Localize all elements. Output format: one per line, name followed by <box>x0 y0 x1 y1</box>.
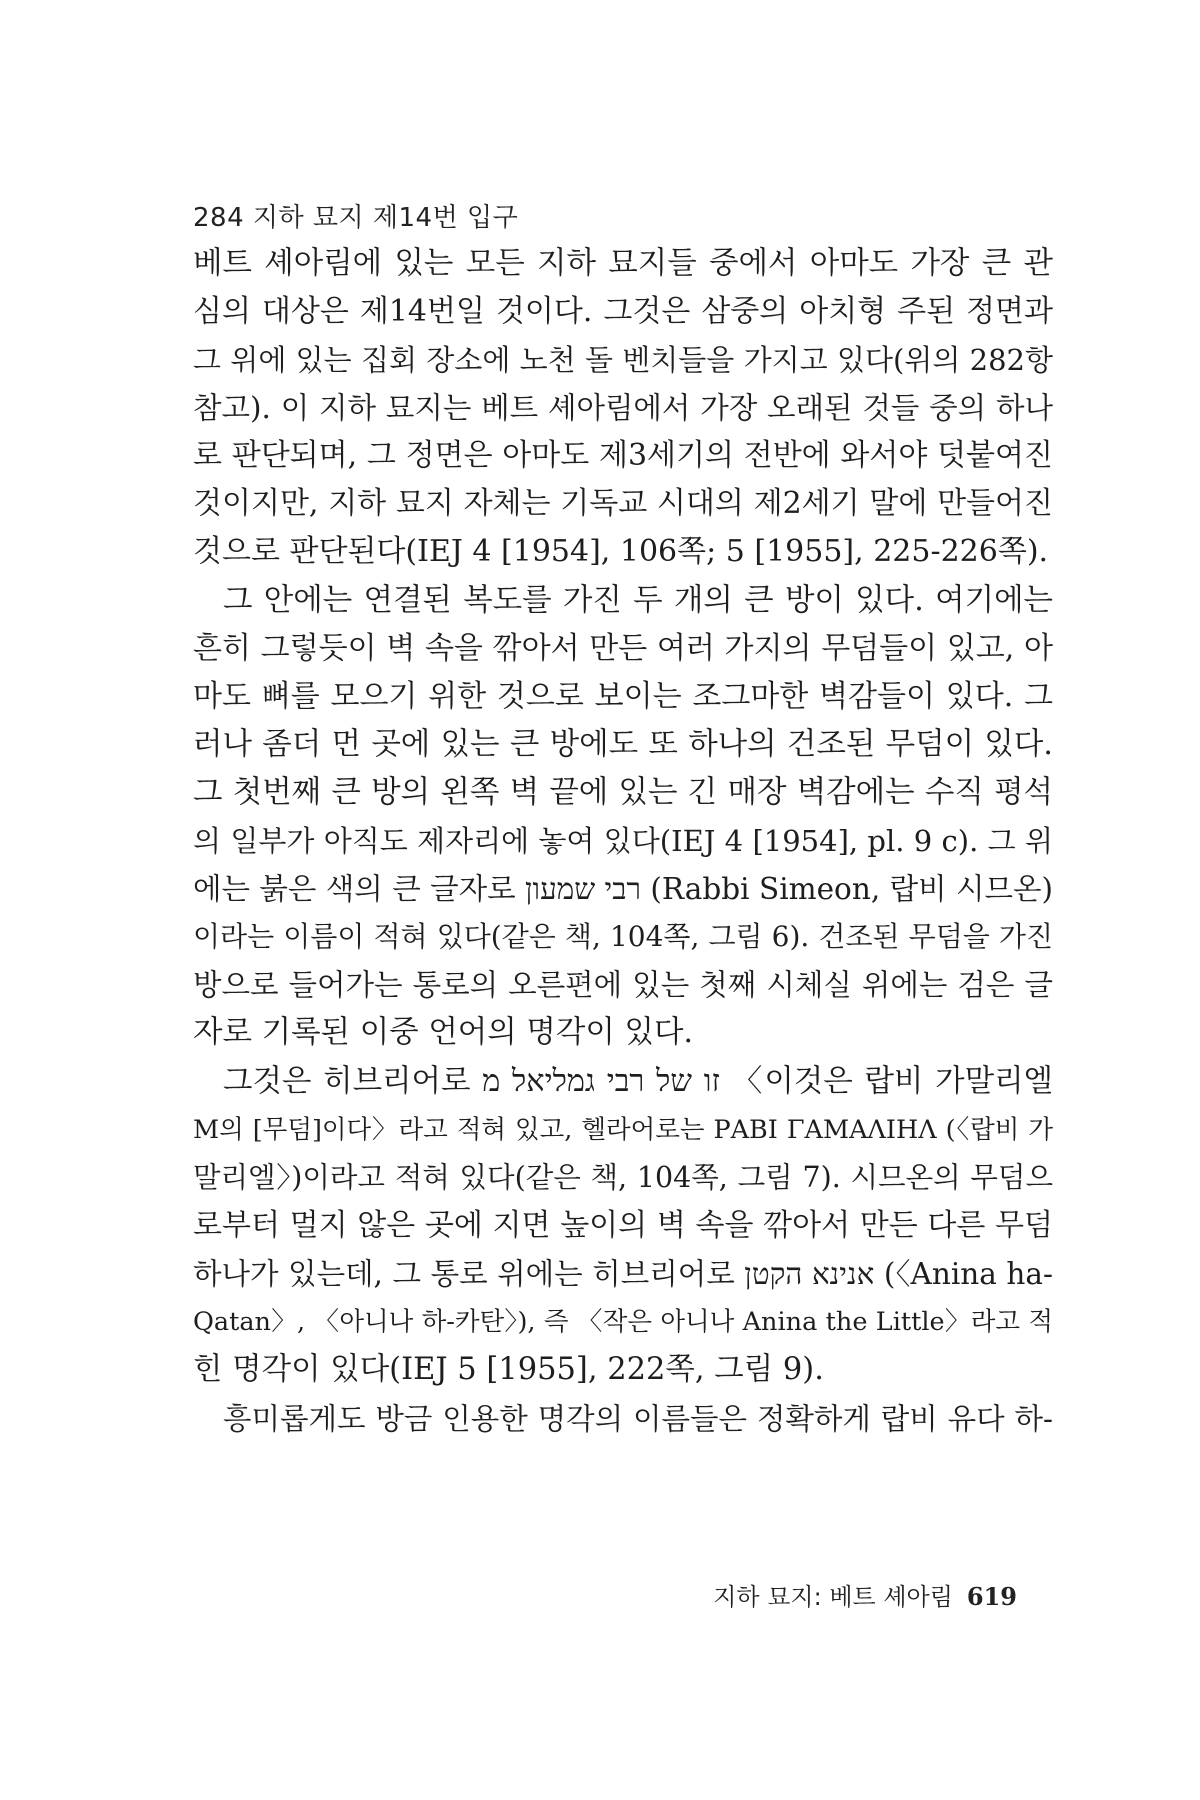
body-line: 로 판단되며, 그 정면은 아마도 제3세기의 전반에 와서야 덧붙여진 <box>193 438 1053 473</box>
body-line: 그 위에 있는 집회 장소에 노천 돌 벤치들을 가지고 있다(위의 282항 <box>193 343 1053 377</box>
running-title: 지하 묘지: 베트 셰아림 <box>713 1583 953 1611</box>
body-line: 그 안에는 연결된 복도를 가진 두 개의 큰 방이 있다. 여기에는 <box>223 583 1053 618</box>
body-line: 이라는 이름이 적혀 있다(같은 책, 104쪽, 그림 6). 건조된 무덤을 가진 <box>193 920 1053 953</box>
body-line: 에는 붉은 색의 큰 글자로 רבי שמעון (Rabbi Simeon, 랍비 시므온) <box>193 872 1053 906</box>
body-line: 것이지만, 지하 묘지 자체는 기독교 시대의 제2세기 말에 만들어진 <box>193 486 1053 521</box>
body-line: 심의 대상은 제14번일 것이다. 그것은 삼중의 아치형 주된 정면과 <box>193 294 1053 329</box>
body-line: 베트 셰아림에 있는 모든 지하 묘지들 중에서 아마도 가장 큰 관 <box>193 246 1053 281</box>
body-line: 로부터 멀지 않은 곳에 지면 높이의 벽 속을 깎아서 만든 다른 무덤 <box>193 1208 1053 1243</box>
body-line: 마도 뼈를 모으기 위한 것으로 보이는 조그마한 벽감들이 있다. 그 <box>193 679 1053 714</box>
page-footer <box>713 1580 1017 1614</box>
body-line: 말리엘〉)이라고 적혀 있다(같은 책, 104쪽, 그림 7). 시므온의 무덤으 <box>193 1161 1053 1194</box>
body-line: 참고). 이 지하 묘지는 베트 셰아림에서 가장 오래된 것들 중의 하나 <box>193 391 1053 425</box>
page-number: 619 <box>966 1582 1017 1611</box>
body-line: 하나가 있는데, 그 통로 위에는 히브리어로 אנינא הקטן (〈Anina ha- <box>193 1257 1053 1291</box>
body-line: Qatan〉, 〈아니나 하-카탄〉), 즉 〈작은 아니나 Anina the Little〉라고 적 <box>193 1307 1053 1337</box>
body-line: 그것은 히브리어로 זו של רבי גמליאל מ 〈이것은 랍비 가말리엘 <box>223 1064 1053 1099</box>
body-line: 흥미롭게도 방금 인용한 명각의 이름들은 정확하게 랍비 유다 하- <box>223 1402 1053 1436</box>
body-line: 자로 기록된 이중 언어의 명각이 있다. <box>193 1015 694 1050</box>
body-line: M의 [무덤]이다〉라고 적혀 있고, 헬라어로는 ΡΑΒΙ ΓΑΜΑΛΙΗΛ (〈랍비 가 <box>193 1115 1053 1145</box>
body-line: 힌 명각이 있다(IEJ 5 [1955], 222쪽, 그림 9). <box>193 1352 824 1387</box>
body-line: 흔히 그렇듯이 벽 속을 깎아서 만든 여러 가지의 무덤들이 있고, 아 <box>193 631 1053 666</box>
body-line: 러나 좀더 먼 곳에 있는 큰 방에도 또 하나의 건조된 무덤이 있다. <box>193 727 1053 762</box>
body-line: 것으로 판단된다(IEJ 4 [1954], 106쪽; 5 [1955], 225-226쪽). <box>193 534 1049 569</box>
body-line: 방으로 들어가는 통로의 오른편에 있는 첫째 시체실 위에는 검은 글 <box>193 968 1053 1002</box>
section-heading: 284 지하 묘지 제14번 입구 <box>193 203 519 233</box>
body-line: 그 첫번째 큰 방의 왼쪽 벽 끝에 있는 긴 매장 벽감에는 수직 평석 <box>193 775 1053 810</box>
body-line: 의 일부가 아직도 제자리에 놓여 있다(IEJ 4 [1954], pl. 9 c). 그 위 <box>193 824 1053 858</box>
